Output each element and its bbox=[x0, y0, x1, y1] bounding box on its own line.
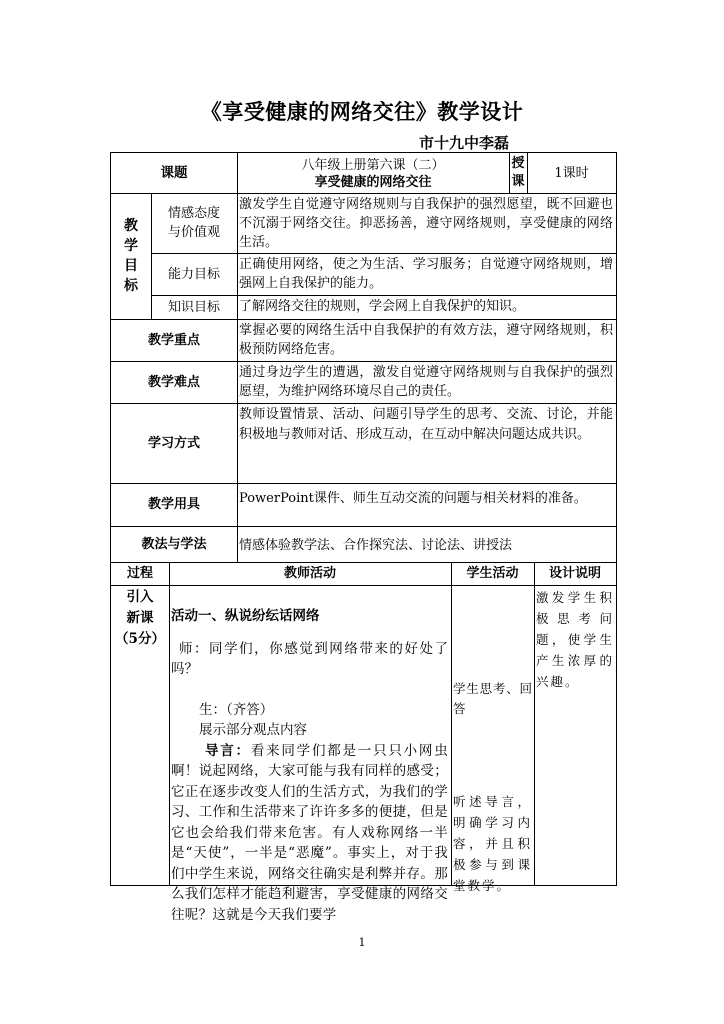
objectives-label-char: 目 bbox=[124, 258, 138, 274]
show-views: 展示部分观点内容 bbox=[199, 722, 307, 738]
topic-line-1: 八年级上册第六课（二） bbox=[301, 158, 445, 173]
difficulty-text: 通过身边学生的遭遇，激发自觉遵守网络规则与自我保护的强烈愿望，为维护网络环境尽自己的责任。 bbox=[239, 365, 613, 399]
tools-label: 教学用具 bbox=[147, 497, 200, 512]
learning-mode-label: 学习方式 bbox=[147, 435, 200, 451]
objectives-label-char: 标 bbox=[124, 278, 138, 294]
stage-intro bbox=[111, 587, 169, 650]
design-note: 激发学生积极思考问题，使学生产生浓厚的兴趣。 bbox=[536, 590, 614, 689]
intro-label: 导言： bbox=[205, 742, 251, 759]
stage-line-1: 引入 bbox=[126, 589, 154, 605]
methods-text: 情感体验教学法、合作探究法、讨论法、讲授法 bbox=[239, 538, 513, 553]
topic-value bbox=[237, 155, 509, 193]
student-activity-1: 学生思考、回答 bbox=[453, 681, 532, 716]
intro-text: 看来同学们都是一只只小网虫啊！说起网络，大家可能与我有同样的感受；它正在逐步改变人们的生活方式，为我们的学习、工作和生活带来了许许多多的便捷，但是它也会给我们带来危害。有人戏称网络一半是“天使”，一半是“恶魔”。事实上，对于我们中学生来说，网络交往确实是利弊并存。那么我们怎样才能趋利避害，享受健康的网络交往呢？这就是今天我们要学 bbox=[171, 742, 448, 923]
period-label: 授课 bbox=[511, 156, 525, 189]
period-value: 1课时 bbox=[554, 165, 589, 181]
key-point-label: 教学重点 bbox=[147, 332, 200, 348]
teacher-activity bbox=[169, 587, 451, 923]
objective-text-attitude: 激发学生自觉遵守网络规则与自我保护的强烈愿望，既不回避也不沉溺于网络交往。抑恶扬善，遵守网络规则，享受健康的网络生活。 bbox=[239, 197, 613, 250]
difficulty-label: 教学难点 bbox=[147, 374, 200, 390]
header-stage: 过程 bbox=[126, 566, 153, 581]
student-answer-note: 生：（齐答） bbox=[199, 701, 274, 718]
objective-text-knowledge: 了解网络交往的规则，学会网上自我保护的知识。 bbox=[239, 299, 526, 314]
topic-line-2: 享受健康的网络交往 bbox=[314, 175, 432, 190]
objective-label-ability: 能力目标 bbox=[167, 266, 220, 282]
objectives-label bbox=[111, 193, 151, 319]
objective-label-knowledge: 知识目标 bbox=[167, 299, 220, 315]
header-teacher-activity: 教师活动 bbox=[283, 566, 336, 581]
methods-label: 教法与学法 bbox=[141, 536, 207, 552]
learning-mode-text: 教师设置情景、活动、问题引导学生的思考、交流、讨论，并能积极地与教师对话、形成互动，在互动中解决问题达成共识。 bbox=[239, 407, 613, 442]
topic-label: 课题 bbox=[160, 164, 188, 181]
student-activity-2: 听述导言，明确学习内容，并且积极参与到课堂教学。 bbox=[453, 794, 532, 893]
objectives-label-char: 学 bbox=[124, 238, 138, 254]
stage-line-2: 新课 bbox=[126, 610, 154, 626]
author-line: 市十九中李磊 bbox=[419, 134, 510, 152]
header-design-notes: 设计说明 bbox=[548, 566, 601, 581]
key-point-text: 掌握必要的网络生活中自我保护的有效方法，遵守网络规则，积极预防网络危害。 bbox=[239, 323, 613, 357]
teacher-question: 师：同学们，你感觉到网络带来的好处了吗？ bbox=[171, 640, 448, 677]
stage-line-3: （5分） bbox=[115, 631, 165, 647]
lesson-plan-table bbox=[110, 152, 617, 923]
page-number: 1 bbox=[358, 936, 366, 949]
objective-label-attitude: 情感态度与价值观 bbox=[167, 206, 220, 240]
objective-text-ability: 正确使用网络，使之为生活、学习服务；自觉遵守网络规则，增强网上自我保护的能力。 bbox=[239, 257, 613, 291]
document-title: 《享受健康的网络交往》教学设计 bbox=[200, 99, 524, 124]
activity-title: 活动一、纵说纷纭话网络 bbox=[171, 608, 320, 624]
tools-text: PowerPoint课件、师生互动交流的问题与相关材料的准备。 bbox=[239, 491, 587, 506]
objectives-label-char: 教 bbox=[124, 218, 138, 234]
intro-paragraph bbox=[171, 741, 448, 926]
header-student-activity: 学生活动 bbox=[466, 566, 519, 581]
